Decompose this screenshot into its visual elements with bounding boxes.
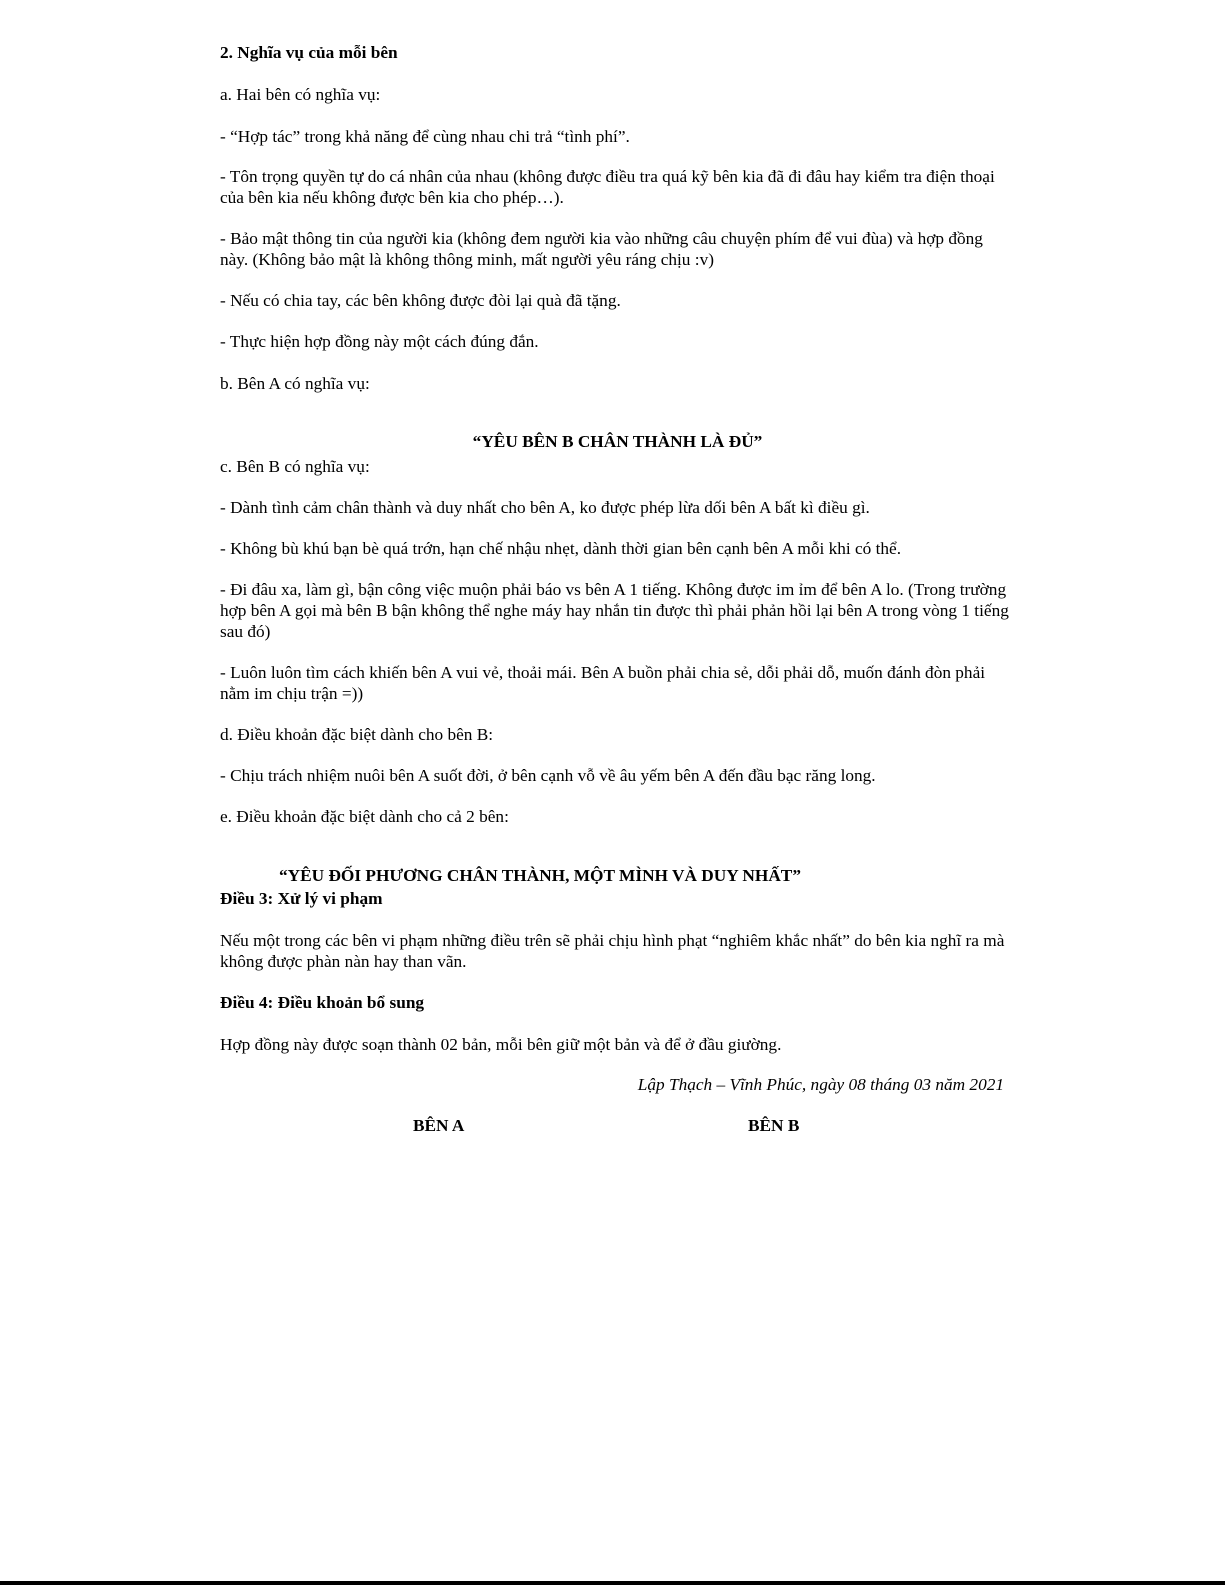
clause-e-label: e. Điều khoản đặc biệt dành cho cả 2 bên: [220,807,509,826]
clause-b-label: b. Bên A có nghĩa vụ: [220,374,370,393]
article-3-heading: Điều 3: Xử lý vi phạm [220,889,383,908]
clause-a-item: - “Hợp tác” trong khả năng để cùng nhau chi trả “tình phí”. [220,127,630,146]
clause-c-item: - Không bù khú bạn bè quá trớn, hạn chế nhậu nhẹt, dành thời gian bên cạnh bên A mỗi khi có thể. [220,539,902,558]
article-4-heading: Điều 4: Điều khoản bổ sung [220,993,425,1012]
date-line: Lập Thạch – Vĩnh Phúc, ngày 08 tháng 03 năm 2021 [637,1075,1004,1094]
section-heading: 2. Nghĩa vụ của mỗi bên [220,43,398,62]
party-b-signature-label: BÊN B [748,1116,800,1135]
clause-c-item: - Dành tình cảm chân thành và duy nhất cho bên A, ko được phép lừa dối bên A bất kì điều gì. [220,498,870,517]
clause-a-item: - Bảo mật thông tin của người kia (không đem người kia vào những câu chuyện phím để vui đùa) và hợp đồng này. (Không bảo mật là không thông minh, mất người yêu ráng chịu :v) [220,229,983,269]
clause-c-item: - Đi đâu xa, làm gì, bận công việc muộn phải báo vs bên A 1 tiếng. Không được im ỉm để bên A lo. (Trong trường hợp bên A gọi mà bên B bận không thể nghe máy hay nhắn tin được thì phải phản hồi lại bên A trong vòng 1 tiếng sau đó) [220,580,1009,641]
clause-a-item: - Nếu có chia tay, các bên không được đòi lại quà đã tặng. [220,291,621,310]
clause-a-item: - Tôn trọng quyền tự do cá nhân của nhau (không được điều tra quá kỹ bên kia đã đi đâu hay kiểm tra điện thoại của bên kia nếu không được bên kia cho phép…). [220,167,995,207]
clause-d-item: - Chịu trách nhiệm nuôi bên A suốt đời, ở bên cạnh vỗ về âu yếm bên A đến đầu bạc răng long. [220,766,876,785]
clause-a-item: - Thực hiện hợp đồng này một cách đúng đắn. [220,332,539,351]
clause-b-quote: “YÊU BÊN B CHÂN THÀNH LÀ ĐỦ” [472,432,763,452]
clause-d-label: d. Điều khoản đặc biệt dành cho bên B: [220,725,494,744]
article-4-text: Hợp đồng này được soạn thành 02 bản, mỗi bên giữ một bản và để ở đầu giường. [220,1035,782,1054]
clause-e-quote: “YÊU ĐỐI PHƯƠNG CHÂN THÀNH, MỘT MÌNH VÀ DUY NHẤT” [279,866,801,886]
clause-c-item: - Luôn luôn tìm cách khiến bên A vui vẻ, thoải mái. Bên A buồn phải chia sẻ, dỗi phải dỗ, muốn đánh đòn phải nằm im chịu trận =)) [220,663,986,703]
clause-c-label: c. Bên B có nghĩa vụ: [220,457,370,476]
article-3-text: Nếu một trong các bên vi phạm những điều trên sẽ phải chịu hình phạt “nghiêm khắc nhất” do bên kia nghĩ ra mà không được phàn nàn hay than vãn. [220,931,1005,971]
clause-a-label: a. Hai bên có nghĩa vụ: [220,85,381,104]
party-a-signature-label: BÊN A [413,1116,465,1135]
page-bottom-border [0,1581,1225,1585]
